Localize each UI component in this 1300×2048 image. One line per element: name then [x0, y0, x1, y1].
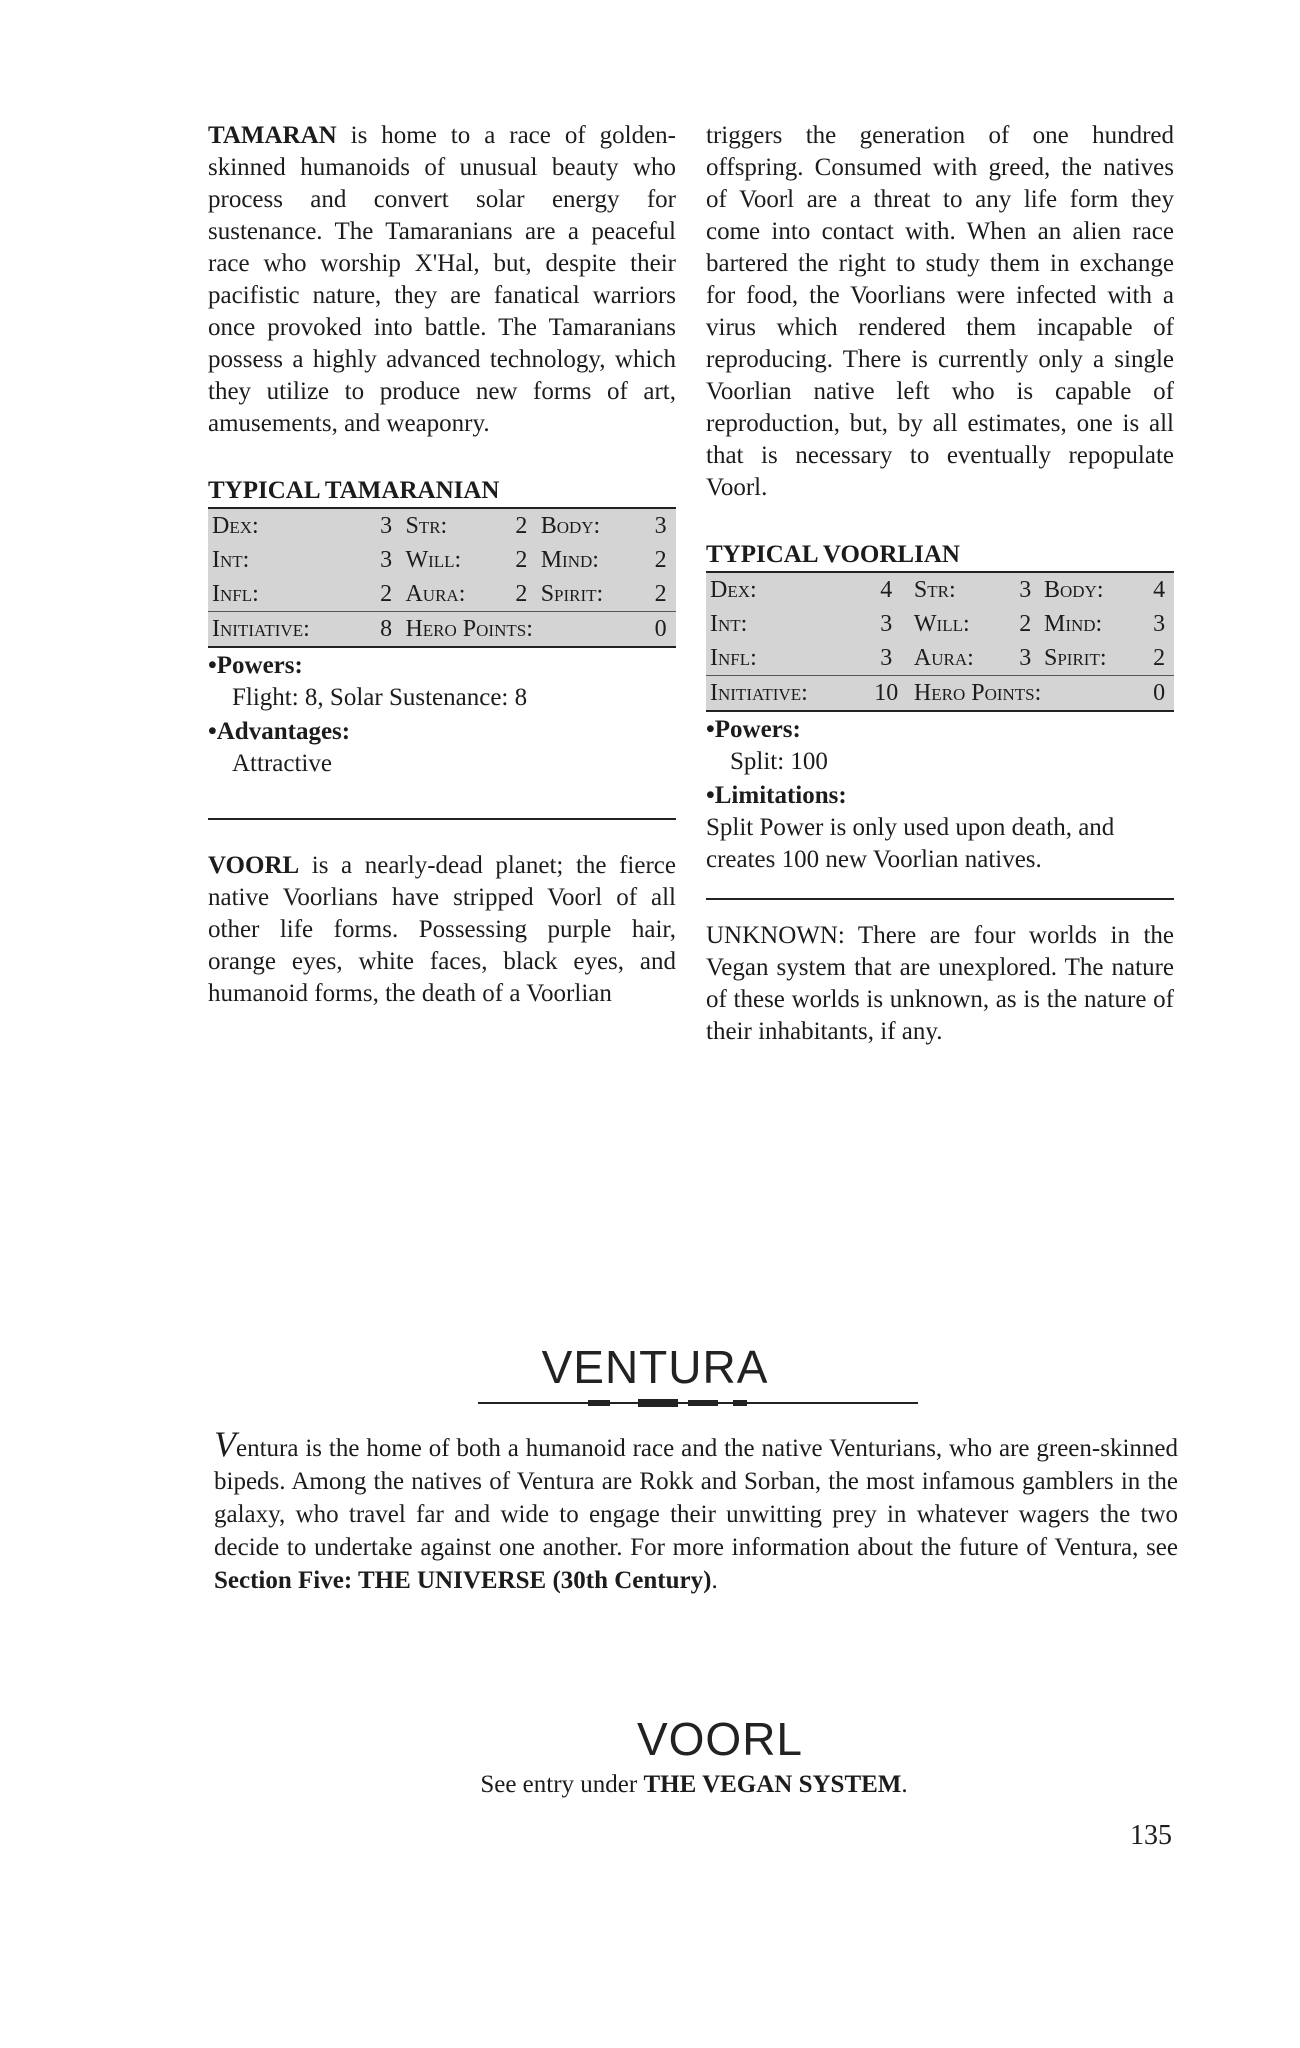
tamaranian-stat-block: [208, 476, 676, 648]
stat-block-title: TYPICAL VOORLIAN: [706, 540, 1174, 573]
stat-label: Spirit:: [1043, 644, 1107, 671]
hero-points-value: 0: [1144, 676, 1174, 712]
stat-value: 4: [880, 576, 893, 603]
stat-label: Mind:: [540, 546, 599, 573]
stat-label: Dex:: [212, 512, 259, 539]
stat-value: 2: [654, 580, 667, 607]
stat-value: 2: [515, 546, 528, 573]
right-column: [706, 120, 1174, 1048]
stat-value: 2: [380, 580, 393, 607]
stat-value: 2: [515, 580, 528, 607]
tamaran-heading: TAMARAN: [208, 122, 337, 149]
stat-row: [706, 607, 1174, 641]
initiative-value: 8: [371, 612, 402, 648]
limitations-text: Split Power is only used upon death, and creates 100 new Voorlian natives.: [706, 814, 1115, 873]
see-text: See entry under: [480, 1771, 644, 1798]
hero-points-label: Hero Points:: [910, 676, 1144, 712]
limitations-heading: •Limitations:: [706, 782, 847, 809]
stat-label: Int:: [710, 610, 748, 637]
see-end: .: [901, 1771, 908, 1798]
stat-label: Infl:: [212, 580, 259, 607]
stat-label: Dex:: [710, 576, 757, 603]
stat-value: 3: [880, 610, 893, 637]
voorl-continued-paragraph: triggers the generation of one hundred offspring. Consumed with greed, the natives of Voorl are a threat to any life form they come into contact with. When an alien race bartered the right to study them in exchange for food, the Voorlians were infected with a virus which rendered them incapable of reproducing. There is currently only a single Voorlian native left who is capable of reproduction, but, by all estimates, one is all that is necessary to eventually repopulate Voorl.: [706, 122, 1174, 501]
stat-value: 2: [515, 512, 528, 539]
stat-label: Str:: [405, 512, 448, 539]
divider: [706, 898, 1174, 900]
ventura-end: .: [711, 1567, 718, 1594]
see-reference: THE VEGAN SYSTEM: [643, 1771, 902, 1798]
stat-table: [706, 573, 1174, 712]
stat-label: Str:: [913, 576, 956, 603]
tamaran-paragraph: [208, 120, 676, 440]
left-column: [208, 120, 676, 1010]
stat-label: Int:: [212, 546, 250, 573]
stat-label: Will:: [913, 610, 970, 637]
ventura-text: entura is the home of both a humanoid race and the native Venturians, who are green-skinned bipeds. Among the natives of Ventura are Rokk and Sorban, the most infamous gamblers in the galaxy, who travel far and wide to engage their unwitting prey in whatever wagers the two decide to undertake against one another. For more information about the future of Ventura, see: [214, 1435, 1178, 1561]
title-ornament: [478, 1398, 918, 1408]
ventura-paragraph: [214, 1424, 1178, 1597]
unknown-heading: UNKNOWN: [706, 922, 838, 949]
voorl-title: VOORL: [636, 1713, 804, 1765]
powers-text: Flight: 8, Solar Sustenance: 8: [232, 684, 528, 711]
ventura-title: VENTURA: [541, 1341, 769, 1393]
ventura-reference: Section Five: THE UNIVERSE (30th Century): [214, 1567, 712, 1594]
stat-value: 3: [380, 546, 393, 573]
divider: [208, 818, 676, 820]
stat-value: 3: [380, 512, 393, 539]
stat-block-title: TYPICAL TAMARANIAN: [208, 476, 676, 509]
stat-table: [208, 509, 676, 648]
advantages-heading: •Advantages:: [208, 718, 351, 745]
stat-value: 3: [880, 644, 893, 671]
stat-value: 3: [1153, 610, 1166, 637]
stat-label: Body:: [540, 512, 601, 539]
initiative-value: 10: [863, 676, 910, 712]
initiative-row: [706, 676, 1174, 712]
stat-value: 2: [1019, 610, 1032, 637]
stat-label: Body:: [1043, 576, 1104, 603]
hero-points-label: Hero Points:: [401, 612, 645, 648]
powers-heading: •Powers:: [208, 652, 303, 679]
stat-label: Aura:: [405, 580, 466, 607]
stat-label: Will:: [405, 546, 462, 573]
stat-value: 2: [1153, 644, 1166, 671]
initiative-label: Initiative:: [208, 612, 371, 648]
page-number: 135: [1130, 1820, 1172, 1851]
stat-label: Mind:: [1043, 610, 1103, 637]
voorl-heading: VOORL: [208, 852, 300, 879]
stat-row: [208, 543, 676, 577]
hero-points-value: 0: [645, 612, 676, 648]
voorl-text: is a nearly-dead planet; the fierce native Voorlians have stripped Voorl of all other life forms. Possessing purple hair, orange eyes, white faces, black eyes, and humanoid forms, the death of a Voorlian: [208, 852, 676, 1007]
stat-row: [208, 509, 676, 543]
stat-row: [706, 641, 1174, 676]
stat-label: Aura:: [913, 644, 974, 671]
tamaran-text: is home to a race of golden-skinned humanoids of unusual beauty who process and convert solar energy for sustenance. The Tamaranians are a peaceful race who worship X'Hal, but, despite their pacifistic nature, they are fanatical warriors once provoked into battle. The Tamaranians possess a highly advanced technology, which they utilize to produce new forms of art, amusements, and weaponry.: [208, 122, 676, 437]
initiative-label: Initiative:: [706, 676, 863, 712]
stat-value: 3: [1019, 576, 1032, 603]
stat-value: 2: [654, 546, 667, 573]
voorl-paragraph: [208, 850, 676, 1010]
stat-value: 3: [654, 512, 667, 539]
stat-label: Infl:: [710, 644, 757, 671]
see-entry-line: [214, 1771, 1174, 1799]
stat-value: 3: [1019, 644, 1032, 671]
powers-text: Split: 100: [730, 748, 828, 775]
unknown-text: : There are four worlds in the Vegan system that are unexplored. The nature of these worlds is unknown, as is the nature of their inhabitants, if any.: [706, 922, 1174, 1045]
stat-row: [208, 577, 676, 612]
stat-value: 4: [1153, 576, 1166, 603]
unknown-paragraph: [706, 920, 1174, 1048]
ventura-dropcap: V: [214, 1424, 236, 1464]
initiative-row: [208, 612, 676, 648]
powers-heading: •Powers:: [706, 716, 801, 743]
stat-label: Spirit:: [540, 580, 604, 607]
stat-row: [706, 573, 1174, 607]
advantages-text: Attractive: [232, 750, 332, 777]
voorlian-stat-block: [706, 540, 1174, 712]
